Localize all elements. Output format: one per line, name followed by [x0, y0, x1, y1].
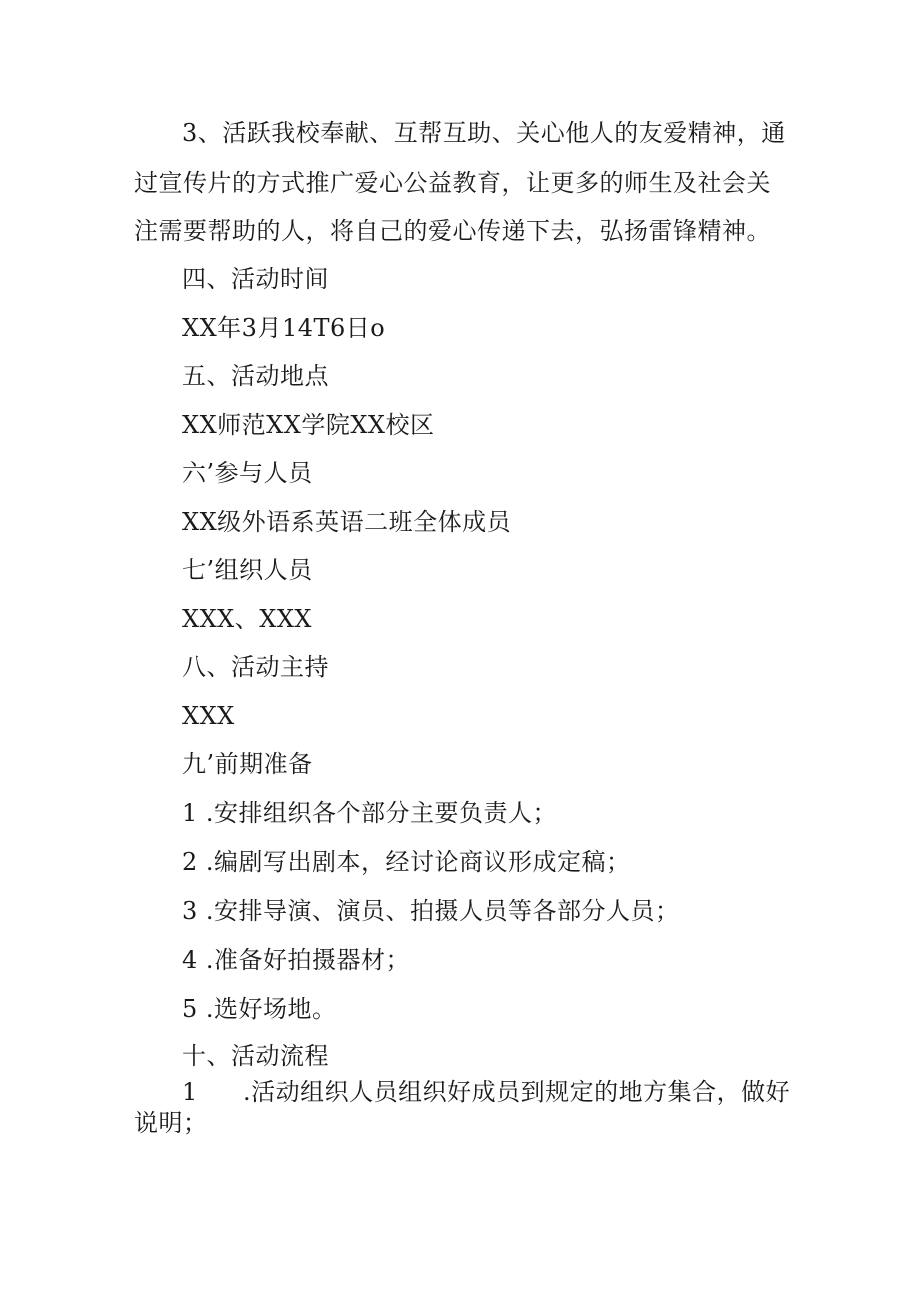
- participants-value: XX级外语系英语二班全体成员: [182, 508, 512, 536]
- prep-item-2: 2 .编剧写出剧本，经讨论商议形成定稿；: [182, 848, 631, 876]
- prep-item-3: 3 .安排导演、演员、拍摄人员等各部分人员；: [182, 897, 680, 925]
- prep-item-1: 1 .安排组织各个部分主要负责人；: [182, 799, 558, 827]
- organizers-value: XXX、XXX: [182, 605, 313, 633]
- heading-activity-place: 五、活动地点: [182, 362, 329, 390]
- paragraph-3-line-3: 注需要帮助的人，将自己的爱心传递下去，弘扬雷锋精神。: [134, 217, 771, 245]
- heading-organizers: 七’组织人员: [182, 556, 313, 584]
- host-value: XXX: [182, 702, 235, 730]
- heading-participants: 六’参与人员: [182, 459, 313, 487]
- activity-place-value: XX师范XX学院XX校区: [182, 411, 435, 439]
- flow-item-1-continuation: 说明；: [134, 1109, 208, 1137]
- activity-time-value: XX年3月14T6日o: [182, 314, 386, 342]
- heading-activity-flow: 十、活动流程: [182, 1042, 329, 1070]
- heading-host: 八、活动主持: [182, 653, 329, 681]
- paragraph-3-line-2: 过宣传片的方式推广爱心公益教育，让更多的师生及社会关: [134, 169, 771, 197]
- heading-preparation: 九’前期准备: [182, 750, 313, 778]
- prep-item-4: 4 .准备好拍摄器材；: [182, 946, 411, 974]
- heading-activity-time: 四、活动时间: [182, 265, 329, 293]
- flow-item-1-number: 1: [182, 1078, 198, 1106]
- prep-item-5: 5 .选好场地。: [182, 995, 337, 1023]
- flow-item-1-text: .活动组织人员组织好成员到规定的地方集合，做好: [243, 1078, 791, 1106]
- paragraph-3-line-1: 3、活跃我校奉献、互帮互助、关心他人的友爱精神，通: [182, 119, 786, 147]
